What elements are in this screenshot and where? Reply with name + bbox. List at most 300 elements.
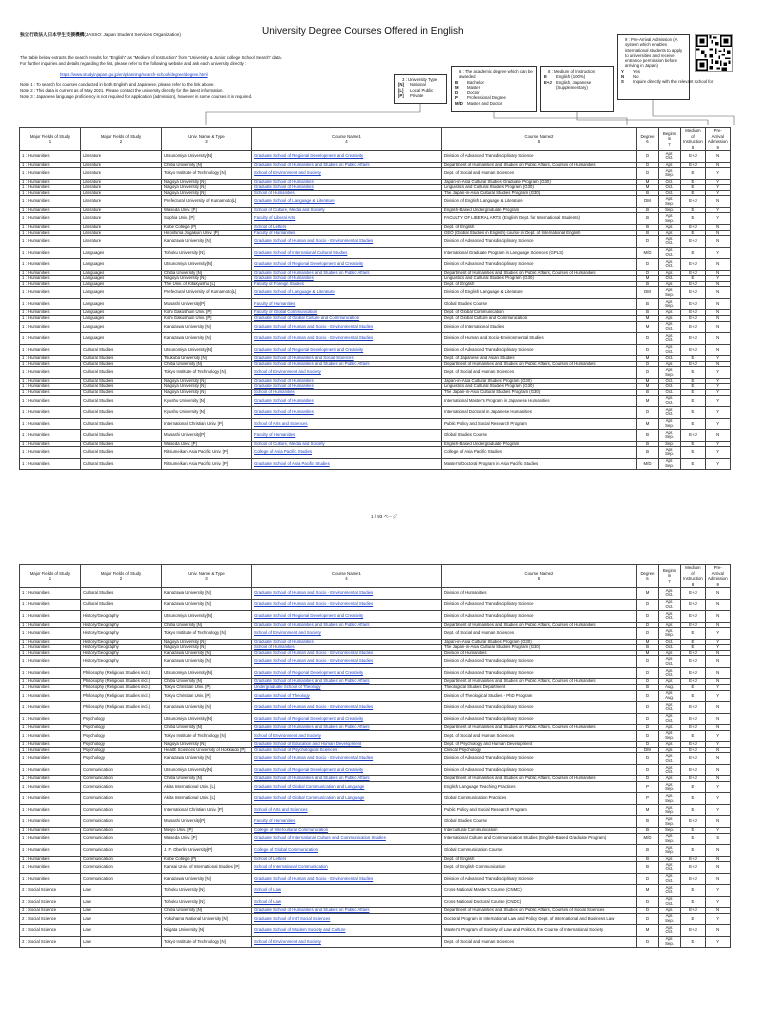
cell-university: Kanazawa University [N]: [162, 702, 252, 714]
course-link[interactable]: School of Environment and Society: [254, 630, 321, 636]
cell-course-name-1[interactable]: [252, 816, 442, 828]
cell-field-1: 1 : Humanities: [20, 753, 81, 765]
course-link[interactable]: Graduate School of Human and Socio - Environmental Studies: [254, 704, 374, 710]
table-row: [20, 236, 731, 248]
cell-course-name-1[interactable]: [252, 418, 442, 430]
cell-field-1: 1 : Humanities: [20, 390, 81, 396]
cell-begins-in: Apr. Oct.: [659, 764, 681, 776]
course-link[interactable]: School of Humanities: [254, 389, 295, 394]
cell-medium: E: [681, 447, 706, 459]
course-link[interactable]: Graduate School of Human and Socio - Environmental Studies: [254, 650, 374, 655]
cell-degree: B: [637, 281, 659, 287]
course-link[interactable]: Faculty of Humanities: [254, 818, 296, 824]
courses-table-page-1: [19, 127, 731, 470]
cell-begins-in: Apr. Oct.: [659, 247, 681, 259]
cell-pre-arrival: N: [705, 667, 730, 679]
cell-course-name-2: Division of Advanced Transdisciplinary Science: [442, 873, 637, 885]
cell-medium: E+J: [681, 361, 706, 367]
column-header-label: Course Name1: [332, 133, 361, 139]
cell-course-name-2: Global Studies Course: [442, 298, 637, 310]
cell-medium: E+J: [681, 862, 706, 874]
cell-field-2: Communication: [81, 856, 162, 862]
course-link[interactable]: School of International Communication: [254, 864, 328, 870]
course-link[interactable]: Graduate School of Regional Development and Creativity: [254, 612, 364, 618]
cell-course-name-1[interactable]: [252, 690, 442, 702]
table-row: [20, 151, 731, 163]
cell-course-name-2: Division of Advanced Transdisciplinary Science: [442, 236, 637, 248]
cell-course-name-2: Dept. of English: [442, 856, 637, 862]
cell-field-2: Law: [81, 896, 162, 908]
cell-course-name-2: Division of Advanced Transdisciplinary Science: [442, 764, 637, 776]
cell-course-name-1[interactable]: [252, 298, 442, 310]
cell-field-2: Literature: [81, 168, 162, 180]
cell-course-name-1[interactable]: [252, 259, 442, 271]
course-link[interactable]: Graduate School of Language & Literature: [254, 198, 335, 204]
cell-medium: E: [681, 645, 706, 651]
course-link[interactable]: Graduate School of Psychological Sciences: [254, 747, 338, 752]
column-header-course-name-1: [252, 128, 442, 151]
cell-course-name-2: Division of Theological Studies - PhD Program: [442, 690, 637, 702]
cell-course-name-2: Division of International Studies: [442, 321, 637, 333]
course-link[interactable]: Graduate School of Humanities: [254, 275, 314, 281]
cell-course-name-1[interactable]: [252, 781, 442, 793]
cell-medium: E+J: [681, 713, 706, 725]
course-link[interactable]: School of Environment and Society: [254, 369, 321, 375]
course-link[interactable]: Graduate School of International Cultural Studies: [254, 249, 348, 255]
course-link[interactable]: Graduate School of Modern Society and Culture: [254, 927, 346, 933]
cell-course-name-1[interactable]: [252, 430, 442, 442]
cell-pre-arrival: Y: [705, 390, 730, 396]
column-header-label: Pre-Arrival Admission: [707, 565, 728, 581]
cell-field-1: 1 : Humanities: [20, 367, 81, 379]
course-link[interactable]: School of Humanities: [254, 190, 295, 195]
course-link[interactable]: Graduate School of Human and Socio - Environmental Studies: [254, 601, 374, 607]
cell-degree: P: [637, 781, 659, 793]
cell-field-2: Philosophy (Religious Studies incl.): [81, 667, 162, 679]
course-link[interactable]: Graduate School of Humanities and Social Sciences: [254, 355, 354, 361]
cell-university: Sophia Univ. [P]: [162, 213, 252, 225]
cell-degree: M/D: [637, 833, 659, 845]
cell-course-name-2: Cross-National Master's Course (CNMC): [442, 885, 637, 897]
cell-pre-arrival: N: [705, 430, 730, 442]
cell-course-name-1[interactable]: [252, 936, 442, 948]
cell-course-name-1[interactable]: [252, 713, 442, 725]
course-link[interactable]: Faculty of Global Communication: [254, 309, 318, 315]
search-school-link[interactable]: https://www.studyinjapan.go.jp/en/planning/search-school/degree/degree.html: [60, 71, 208, 77]
course-link[interactable]: Graduate School of Regional Development and Creativity: [254, 669, 364, 675]
cell-medium: E+J: [681, 776, 706, 782]
course-link[interactable]: Graduate School of Humanities and Studies on Public Affairs: [254, 907, 370, 913]
cell-course-name-1[interactable]: [252, 236, 442, 248]
header-row: [20, 128, 731, 151]
cell-course-name-1[interactable]: [252, 925, 442, 937]
cell-university: Kansai Univ. of International Studies [P]: [162, 862, 252, 874]
course-link[interactable]: Graduate School of Language & Literature: [254, 289, 335, 295]
course-link[interactable]: School of Culture, Media and Society: [254, 441, 325, 446]
cell-pre-arrival: Y: [705, 378, 730, 384]
course-link[interactable]: Faculty of Foreign Studies: [254, 281, 304, 286]
cell-field-2: Literature: [81, 207, 162, 213]
cell-begins-in: Apr. Sep.: [659, 430, 681, 442]
cell-course-name-1[interactable]: [252, 667, 442, 679]
cell-begins-in: Apr. Sep.: [659, 781, 681, 793]
cell-university: Chiba University [N]: [162, 776, 252, 782]
course-link[interactable]: School of Environment and Society: [254, 732, 321, 738]
cell-pre-arrival: N: [705, 656, 730, 668]
cell-field-2: Communication: [81, 804, 162, 816]
column-header-label: Pre-Arrival Admission: [707, 128, 728, 144]
cell-field-2: Literature: [81, 236, 162, 248]
cell-medium: E: [681, 407, 706, 419]
column-header-number: 5: [537, 576, 541, 581]
course-link[interactable]: Graduate School of International Culture and Communication Studies: [254, 835, 386, 841]
cell-pre-arrival: N: [705, 845, 730, 857]
course-link[interactable]: Graduate School of Global Communication and Language: [254, 795, 365, 801]
cell-medium: E: [681, 247, 706, 259]
cell-course-name-1[interactable]: [252, 588, 442, 600]
cell-course-name-1[interactable]: [252, 599, 442, 611]
course-link[interactable]: Graduate School of Humanities and Studies on Public Affairs: [254, 724, 370, 730]
cell-field-1: 1 : Humanities: [20, 725, 81, 731]
cell-course-name-2: Department of Humanities and Studies on Public Affairs, Courses of Humanities: [442, 622, 637, 628]
course-link[interactable]: Graduate School of Human and Socio - Environmental Studies: [254, 658, 374, 664]
course-link[interactable]: Graduate School of Regional Development and Creativity: [254, 766, 364, 772]
cell-begins-in: Apr.: [659, 281, 681, 287]
cell-course-name-1[interactable]: [252, 896, 442, 908]
course-link[interactable]: Graduate School of Global Communication and Language: [254, 783, 365, 789]
cell-pre-arrival: N: [705, 908, 730, 914]
column-header-number: 3: [205, 139, 208, 144]
cell-medium: E: [681, 190, 706, 196]
course-link[interactable]: Graduate School of Humanities: [254, 409, 314, 415]
cell-pre-arrival: Y: [705, 356, 730, 362]
course-link[interactable]: Graduate School of Humanities and Studies on Public Affairs: [254, 162, 370, 167]
legend-label: Master and Doctor: [467, 100, 503, 106]
cell-course-name-1[interactable]: [252, 395, 442, 407]
cell-medium: E+J: [681, 873, 706, 885]
course-link[interactable]: Graduate School of Human and Socio - Environmental Studies: [254, 755, 374, 761]
cell-course-name-1[interactable]: [252, 407, 442, 419]
cell-begins-in: Apr.: [659, 747, 681, 753]
cell-field-1: 1 : Humanities: [20, 310, 81, 316]
cell-course-name-2: International Graduate Program in Language Sciences (GPLS): [442, 247, 637, 259]
course-link[interactable]: School of Letters: [254, 856, 287, 861]
cell-medium: E+J: [681, 196, 706, 208]
cell-course-name-2: Global Communication Course: [442, 845, 637, 857]
cell-field-1: 1 : Humanities: [20, 378, 81, 384]
cell-degree: D: [637, 151, 659, 163]
legend-label: Doctor: [467, 90, 480, 96]
table-header: [20, 128, 731, 151]
course-link[interactable]: Graduate School of Humanities: [254, 639, 314, 644]
course-link[interactable]: Faculty of Liberal Arts: [254, 215, 296, 221]
course-link[interactable]: School of Letters: [254, 224, 287, 229]
cell-field-1: 1 : Humanities: [20, 833, 81, 845]
course-link[interactable]: Graduate School of Regional Development and Creativity: [254, 261, 364, 267]
cell-course-name-1[interactable]: [252, 873, 442, 885]
cell-field-2: Languages: [81, 247, 162, 259]
course-link[interactable]: Graduate School of Humanities and Studies on Public Affairs: [254, 270, 370, 275]
course-link[interactable]: School of Arts and Sciences: [254, 420, 308, 426]
course-link[interactable]: Graduate School of Regional Development and Creativity: [254, 346, 364, 352]
cell-course-name-2: Dept. of Social and Human Sciences: [442, 168, 637, 180]
course-link[interactable]: Graduate School of Regional Development and Creativity: [254, 152, 364, 158]
cell-begins-in: Apr.: [659, 316, 681, 322]
cell-degree: B: [637, 224, 659, 230]
course-link[interactable]: Graduate School of Humanities: [254, 378, 314, 383]
cell-degree: D: [637, 168, 659, 180]
cell-pre-arrival: N: [705, 622, 730, 628]
cell-medium: E: [681, 458, 706, 470]
course-link[interactable]: Graduate School of Human and Socio - Environmental Studies: [254, 335, 374, 341]
cell-course-name-1[interactable]: [252, 702, 442, 714]
course-link[interactable]: Graduate School of Humanities and Studies on Public Affairs: [254, 622, 370, 627]
cell-degree: B: [637, 845, 659, 857]
table-row: [20, 628, 731, 640]
cell-pre-arrival: Y: [705, 447, 730, 459]
legend-pre-arrival-admission: [617, 34, 714, 100]
cell-course-name-1[interactable]: [252, 168, 442, 180]
cell-course-name-1[interactable]: [252, 628, 442, 640]
cell-field-1: 1 : Humanities: [20, 702, 81, 714]
course-link[interactable]: Graduate School of Asia Pacific Studies: [254, 460, 330, 466]
cell-course-name-2: Linguistics and Cultural Studies Program (G30): [442, 185, 637, 191]
cell-course-name-2: Theological Studies Department: [442, 684, 637, 690]
course-link[interactable]: Graduate School of Humanities: [254, 179, 314, 184]
cell-medium: E+J: [681, 622, 706, 628]
column-header-degree: [637, 128, 659, 151]
cell-course-name-1[interactable]: [252, 845, 442, 857]
header-row: [20, 565, 731, 588]
cell-begins-in: Apr. Oct.: [659, 713, 681, 725]
cell-university: Nagoya University [N]: [162, 276, 252, 282]
cell-course-name-1[interactable]: [252, 213, 442, 225]
cell-course-name-1[interactable]: [252, 793, 442, 805]
cell-field-1: 1 : Humanities: [20, 816, 81, 828]
cell-degree: D: [637, 730, 659, 742]
cell-medium: E+J: [681, 333, 706, 345]
cell-field-1: 1 : Humanities: [20, 190, 81, 196]
cell-course-name-2: Division of Advanced Transdisciplinary Science: [442, 259, 637, 271]
cell-course-name-2: Dept. of Social and Human Sciences: [442, 730, 637, 742]
cell-medium: E+J: [681, 162, 706, 168]
cell-field-1: 1 : Humanities: [20, 862, 81, 874]
legend-label: English, Japanese: [556, 79, 592, 85]
legend-label: Professional Degree: [467, 95, 506, 101]
cell-medium: E+J: [681, 344, 706, 356]
cell-course-name-2: GEO (Global Studies in English) course in Dept. of International English: [442, 230, 637, 236]
cell-university: Health Sciences University of Hokkaido [P]: [162, 747, 252, 753]
cell-field-1: 1 : Humanities: [20, 207, 81, 213]
cell-pre-arrival: N: [705, 321, 730, 333]
cell-begins-in: Sep.: [659, 441, 681, 447]
cell-degree: D: [637, 913, 659, 925]
cell-course-name-1[interactable]: [252, 196, 442, 208]
cell-university: Akita International Univ. [L]: [162, 793, 252, 805]
cell-begins-in: Apr. Oct.: [659, 885, 681, 897]
cell-university: Yokohama National University [N]: [162, 913, 252, 925]
cell-course-name-1[interactable]: [252, 458, 442, 470]
cell-pre-arrival: Y: [705, 684, 730, 690]
cell-field-2: Cultural Studies: [81, 356, 162, 362]
table-row: [20, 321, 731, 333]
cell-begins-in: Apr. Oct.: [659, 259, 681, 271]
course-link[interactable]: Graduate School of Humanities: [254, 397, 314, 403]
cell-field-2: Communication: [81, 781, 162, 793]
cell-field-2: Philosophy (Religious Studies incl.): [81, 690, 162, 702]
cell-university: J. F. Oberlin University[P]: [162, 845, 252, 857]
cell-pre-arrival: N: [705, 753, 730, 765]
cell-course-name-1[interactable]: [252, 611, 442, 623]
course-link[interactable]: School of Environment and Society: [254, 170, 321, 176]
course-link[interactable]: Graduate School of Humanities and Studies on Public Affairs: [254, 361, 370, 366]
course-link[interactable]: Faculty of Humanities: [254, 230, 296, 235]
cell-course-name-1[interactable]: [252, 247, 442, 259]
cell-course-name-1[interactable]: [252, 833, 442, 845]
cell-course-name-2: Division of Advanced Transdisciplinary Science: [442, 611, 637, 623]
cell-begins-in: Apr. Oct.: [659, 588, 681, 600]
course-link[interactable]: College of Global Communication: [254, 846, 319, 852]
course-link[interactable]: Graduate School of Human and Socio - Environmental Studies: [254, 238, 374, 244]
cell-begins-in: Apr. Oct.: [659, 753, 681, 765]
cell-begins-in: Apr. Sep.: [659, 418, 681, 430]
cell-course-name-1[interactable]: [252, 753, 442, 765]
cell-begins-in: Apr. Oct.: [659, 656, 681, 668]
course-link[interactable]: Faculty of Humanities: [254, 432, 296, 438]
cell-begins-in: Apr. Oct.: [659, 862, 681, 874]
cell-course-name-2: Dept. of Social and Human Sciences: [442, 367, 637, 379]
cell-pre-arrival: N: [705, 925, 730, 937]
cell-begins-in: Apr. Sep.: [659, 913, 681, 925]
course-link[interactable]: College of Intercultural Communication: [254, 827, 329, 832]
table-row: [20, 168, 731, 180]
cell-course-name-1[interactable]: [252, 656, 442, 668]
cell-course-name-1[interactable]: [252, 344, 442, 356]
cell-begins-in: Oct.: [659, 356, 681, 362]
table-row: [20, 793, 731, 805]
cell-medium: E: [681, 179, 706, 185]
cell-course-name-2: Division of Advanced Transdisciplinary Science: [442, 713, 637, 725]
cell-course-name-1[interactable]: [252, 333, 442, 345]
cell-degree: D: [637, 936, 659, 948]
cell-field-2: Languages: [81, 287, 162, 299]
course-link[interactable]: Graduate School of Humanities: [254, 184, 314, 190]
legend-label: Private: [410, 92, 424, 98]
course-link[interactable]: Graduate School of Theology: [254, 692, 310, 698]
cell-medium: E+J: [681, 599, 706, 611]
cell-field-2: Communication: [81, 793, 162, 805]
cell-begins-in: Apr. Oct.: [659, 667, 681, 679]
cell-pre-arrival: N: [705, 333, 730, 345]
cell-course-name-1[interactable]: [252, 151, 442, 163]
cell-course-name-1[interactable]: [252, 447, 442, 459]
course-link[interactable]: Graduate School of Education and Human Development: [254, 741, 362, 747]
table-row: [20, 367, 731, 379]
course-link[interactable]: Graduate School of Int'l Social Sciences: [254, 915, 331, 921]
column-header-label: Univ. Name & Type: [188, 570, 225, 576]
course-link[interactable]: Faculty of Humanities: [254, 300, 296, 306]
cell-university: Kobe College [P]: [162, 856, 252, 862]
legend-label: Bachelor: [467, 79, 484, 85]
cell-university: Akita International Univ. [L]: [162, 781, 252, 793]
column-header-begins-in: [659, 128, 681, 151]
cell-course-name-1[interactable]: [252, 862, 442, 874]
cell-course-name-1[interactable]: [252, 764, 442, 776]
cell-field-1: 1 : Humanities: [20, 281, 81, 287]
legend-heading: 3 : University Type: [402, 77, 438, 82]
column-header-number: 4: [345, 139, 348, 144]
course-link[interactable]: Graduate School of Human and Socio - Environmental Studies: [254, 323, 374, 329]
cell-course-name-2: Cross-National Doctoral Course (CNDC): [442, 896, 637, 908]
cell-degree: D: [637, 873, 659, 885]
cell-field-1: 1 : Humanities: [20, 622, 81, 628]
cell-course-name-1[interactable]: [252, 321, 442, 333]
cell-university: Kyushu University [N]: [162, 395, 252, 407]
cell-course-name-1[interactable]: [252, 913, 442, 925]
cell-field-1: 1 : Humanities: [20, 213, 81, 225]
course-link[interactable]: Graduate School of Humanities and Studies on Public Affairs: [254, 678, 370, 684]
cell-course-name-1[interactable]: [252, 885, 442, 897]
course-link[interactable]: Graduate School of Humanities: [254, 383, 314, 389]
course-link[interactable]: School of Law: [254, 887, 281, 893]
course-link[interactable]: Graduate School of Global Culture and Communication: [254, 315, 360, 321]
column-header-university: [162, 128, 252, 151]
cell-course-name-2: International Doctoral in Japanese Humanities: [442, 407, 637, 419]
cell-course-name-2: College of Asia Pacific Studies: [442, 447, 637, 459]
cell-field-1: 1 : Humanities: [20, 168, 81, 180]
course-link[interactable]: School of Culture, Media and Society: [254, 207, 325, 212]
cell-course-name-2: Division of English Language & Literature: [442, 287, 637, 299]
course-link[interactable]: Undergraduate School of Theology: [254, 684, 321, 689]
cell-course-name-1[interactable]: [252, 287, 442, 299]
cell-field-2: History/Geography: [81, 656, 162, 668]
cell-course-name-1[interactable]: [252, 804, 442, 816]
course-link[interactable]: Graduate School of Humanities and Studies on Public Affairs: [254, 775, 370, 781]
cell-university: Chiba University [N]: [162, 725, 252, 731]
cell-medium: E: [681, 845, 706, 857]
cell-university: Tokyo Institute of Technology [N]: [162, 628, 252, 640]
course-link[interactable]: School of Arts and Sciences: [254, 806, 308, 812]
course-link[interactable]: Graduate School of Human and Socio - Environmental Studies: [254, 875, 374, 881]
cell-course-name-2: International Master's Program in Japanese Humanities: [442, 395, 637, 407]
cell-field-2: Languages: [81, 333, 162, 345]
course-link[interactable]: Graduate School of Human and Socio - Environmental Studies: [254, 589, 374, 595]
column-header-field-2: [81, 565, 162, 588]
cell-field-1: 1 : Humanities: [20, 747, 81, 753]
cell-course-name-1[interactable]: [252, 367, 442, 379]
course-link[interactable]: School of Humanities: [254, 644, 295, 650]
cell-course-name-2: Department of Humanities and Studies on Public Affairs, Courses of Humanities: [442, 270, 637, 276]
cell-field-2: Psychology: [81, 713, 162, 725]
cell-course-name-2: Japan-in-Asia Cultural Studies Program (G30): [442, 378, 637, 384]
course-link[interactable]: Graduate School of Regional Development and Creativity: [254, 715, 364, 721]
course-link[interactable]: School of Environment and Society: [254, 938, 321, 944]
cell-field-1: 1 : Humanities: [20, 690, 81, 702]
table-row: [20, 896, 731, 908]
table-row: [20, 730, 731, 742]
legend-label: Master: [467, 84, 481, 90]
cell-pre-arrival: N: [705, 196, 730, 208]
course-link[interactable]: College of Asia Pacific Studies: [254, 449, 313, 455]
cell-course-name-1[interactable]: [252, 730, 442, 742]
cell-pre-arrival: Y: [705, 407, 730, 419]
course-link[interactable]: School of Law: [254, 898, 281, 904]
cell-medium: E: [681, 885, 706, 897]
note-3: Note 3 : Japanese language proficiency is not required for application (admission), however in some courses it is required.: [20, 94, 253, 100]
cell-field-1: 1 : Humanities: [20, 321, 81, 333]
legend-heading: 6 : The academic degree which can be awarded: [459, 69, 533, 80]
cell-pre-arrival: N: [705, 776, 730, 782]
